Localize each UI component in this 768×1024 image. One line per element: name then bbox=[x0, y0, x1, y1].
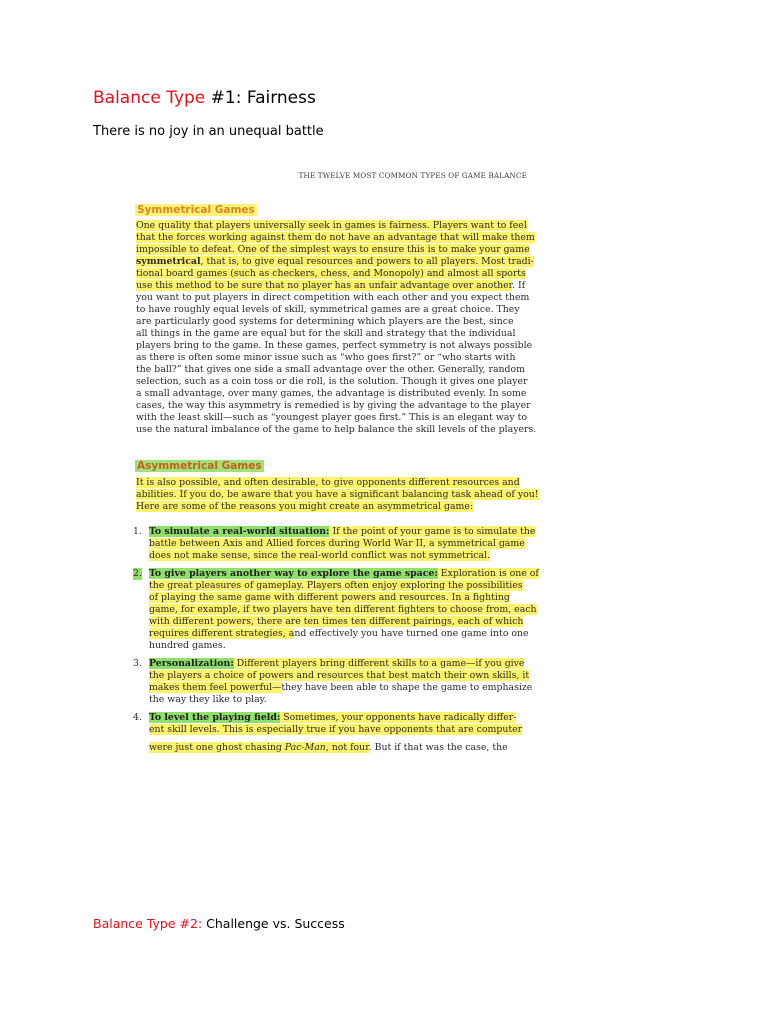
list-item-line: does not make sense, since the real-world conflict was not symmetrical. bbox=[149, 550, 491, 561]
paragraph-line: cases, the way this asymmetry is remedied is by giving the advantage to the player bbox=[136, 400, 531, 411]
section-title-asymmetrical: Asymmetrical Games bbox=[137, 460, 262, 472]
paragraph-line: as there is often some minor issue such as “who goes first?” or “who starts with bbox=[136, 352, 516, 363]
list-item-line: ent skill levels. This is especially true if you have opponents that are computer bbox=[149, 724, 523, 735]
paragraph-line: impossible to defeat. One of the simplest ways to ensure this is to make your game bbox=[136, 244, 530, 255]
list-item-line: the players a choice of powers and resources that best match their own skills, it bbox=[149, 670, 530, 681]
paragraph-line: use this method to be sure that no player has an unfair advantage over another. If bbox=[136, 280, 526, 291]
heading2-rest-part: Challenge vs. Success bbox=[202, 916, 345, 931]
list-number: 2. bbox=[133, 568, 142, 579]
paragraph-line: tional board games (such as checkers, chess, and Monopoly) and almost all sports bbox=[136, 268, 526, 279]
title-red-part: Balance Type bbox=[93, 88, 206, 108]
list-item-line: makes them feel powerful—they have been able to shape the game to emphasize bbox=[149, 682, 533, 693]
list-item-line: To level the playing field: Sometimes, your opponents have radically differ- bbox=[149, 712, 517, 723]
list-item-line: Personalization: Different players bring different skills to a game—if you give bbox=[149, 658, 525, 669]
title-rest-part: #1: Fairness bbox=[205, 88, 316, 108]
list-item-line: hundred games. bbox=[149, 640, 226, 651]
paragraph-line: all things in the game are equal but for the skill and strategy that the individual bbox=[136, 328, 516, 339]
list-item-line: To simulate a real-world situation: If the point of your game is to simulate the bbox=[149, 526, 536, 537]
list-number: 3. bbox=[133, 658, 142, 669]
paragraph-line: to have roughly equal levels of skill, symmetrical games are a great choice. They bbox=[136, 304, 520, 315]
list-item-line: the great pleasures of gameplay. Players often enjoy exploring the possibilities bbox=[149, 580, 523, 591]
heading2-red-part: Balance Type #2: bbox=[93, 916, 203, 931]
section-title-symmetrical: Symmetrical Games bbox=[137, 204, 255, 216]
list-item-line: To give players another way to explore the game space: Exploration is one of bbox=[149, 568, 539, 579]
paragraph-line: are particularly good systems for determining which players are the best, since bbox=[136, 316, 514, 327]
list-item-line: were just one ghost chasing Pac-Man, not four. But if that was the case, the bbox=[149, 742, 508, 753]
list-number: 4. bbox=[133, 712, 142, 723]
paragraph-line: One quality that players universally seek in games is fairness. Players want to feel bbox=[136, 220, 527, 231]
list-item-line: game, for example, if two players have ten different fighters to choose from, each bbox=[149, 604, 537, 615]
paragraph-line: you want to put players in direct competition with each other and you expect them bbox=[136, 292, 530, 303]
subtitle: There is no joy in an unequal battle bbox=[93, 124, 324, 139]
page-title bbox=[93, 88, 316, 108]
paragraph-line: It is also possible, and often desirable, to give opponents different resources and bbox=[136, 477, 520, 488]
paragraph-line: a small advantage, over many games, the advantage is distributed evenly. In some bbox=[136, 388, 527, 399]
paragraph-line: the ball?” that gives one side a small advantage over the other. Generally, random bbox=[136, 364, 526, 375]
list-item-line: of playing the same game with different powers and resources. In a fighting bbox=[149, 592, 510, 603]
list-item-line: battle between Axis and Allied forces during World War II, a symmetrical game bbox=[149, 538, 525, 549]
paragraph-line: players bring to the game. In these games, perfect symmetry is not always possible bbox=[136, 340, 533, 351]
running-head: THE TWELVE MOST COMMON TYPES OF GAME BALANCE bbox=[298, 171, 527, 180]
list-item-line: with different powers, there are ten times ten different pairings, each of which bbox=[149, 616, 524, 627]
list-number: 1. bbox=[133, 526, 142, 537]
section-heading-2 bbox=[93, 916, 345, 931]
list-item-line: requires different strategies, and effectively you have turned one game into one bbox=[149, 628, 529, 639]
paragraph-line: with the least skill—such as “youngest player goes first.” This is an elegant way to bbox=[136, 412, 528, 423]
list-item-line: the way they like to play. bbox=[149, 694, 267, 705]
paragraph-line: that the forces working against them do not have an advantage that will make them bbox=[136, 232, 535, 243]
scanned-book-page bbox=[128, 162, 539, 767]
paragraph-line: Here are some of the reasons you might create an asymmetrical game: bbox=[136, 501, 474, 512]
paragraph-line: selection, such as a coin toss or die roll, is the solution. Though it gives one player bbox=[136, 376, 528, 387]
paragraph-line: use the natural imbalance of the game to help balance the skill levels of the players. bbox=[136, 424, 537, 435]
paragraph-line: symmetrical, that is, to give equal resources and powers to all players. Most tradi- bbox=[136, 256, 534, 267]
paragraph-line: abilities. If you do, be aware that you have a significant balancing task ahead of you! bbox=[136, 489, 539, 500]
